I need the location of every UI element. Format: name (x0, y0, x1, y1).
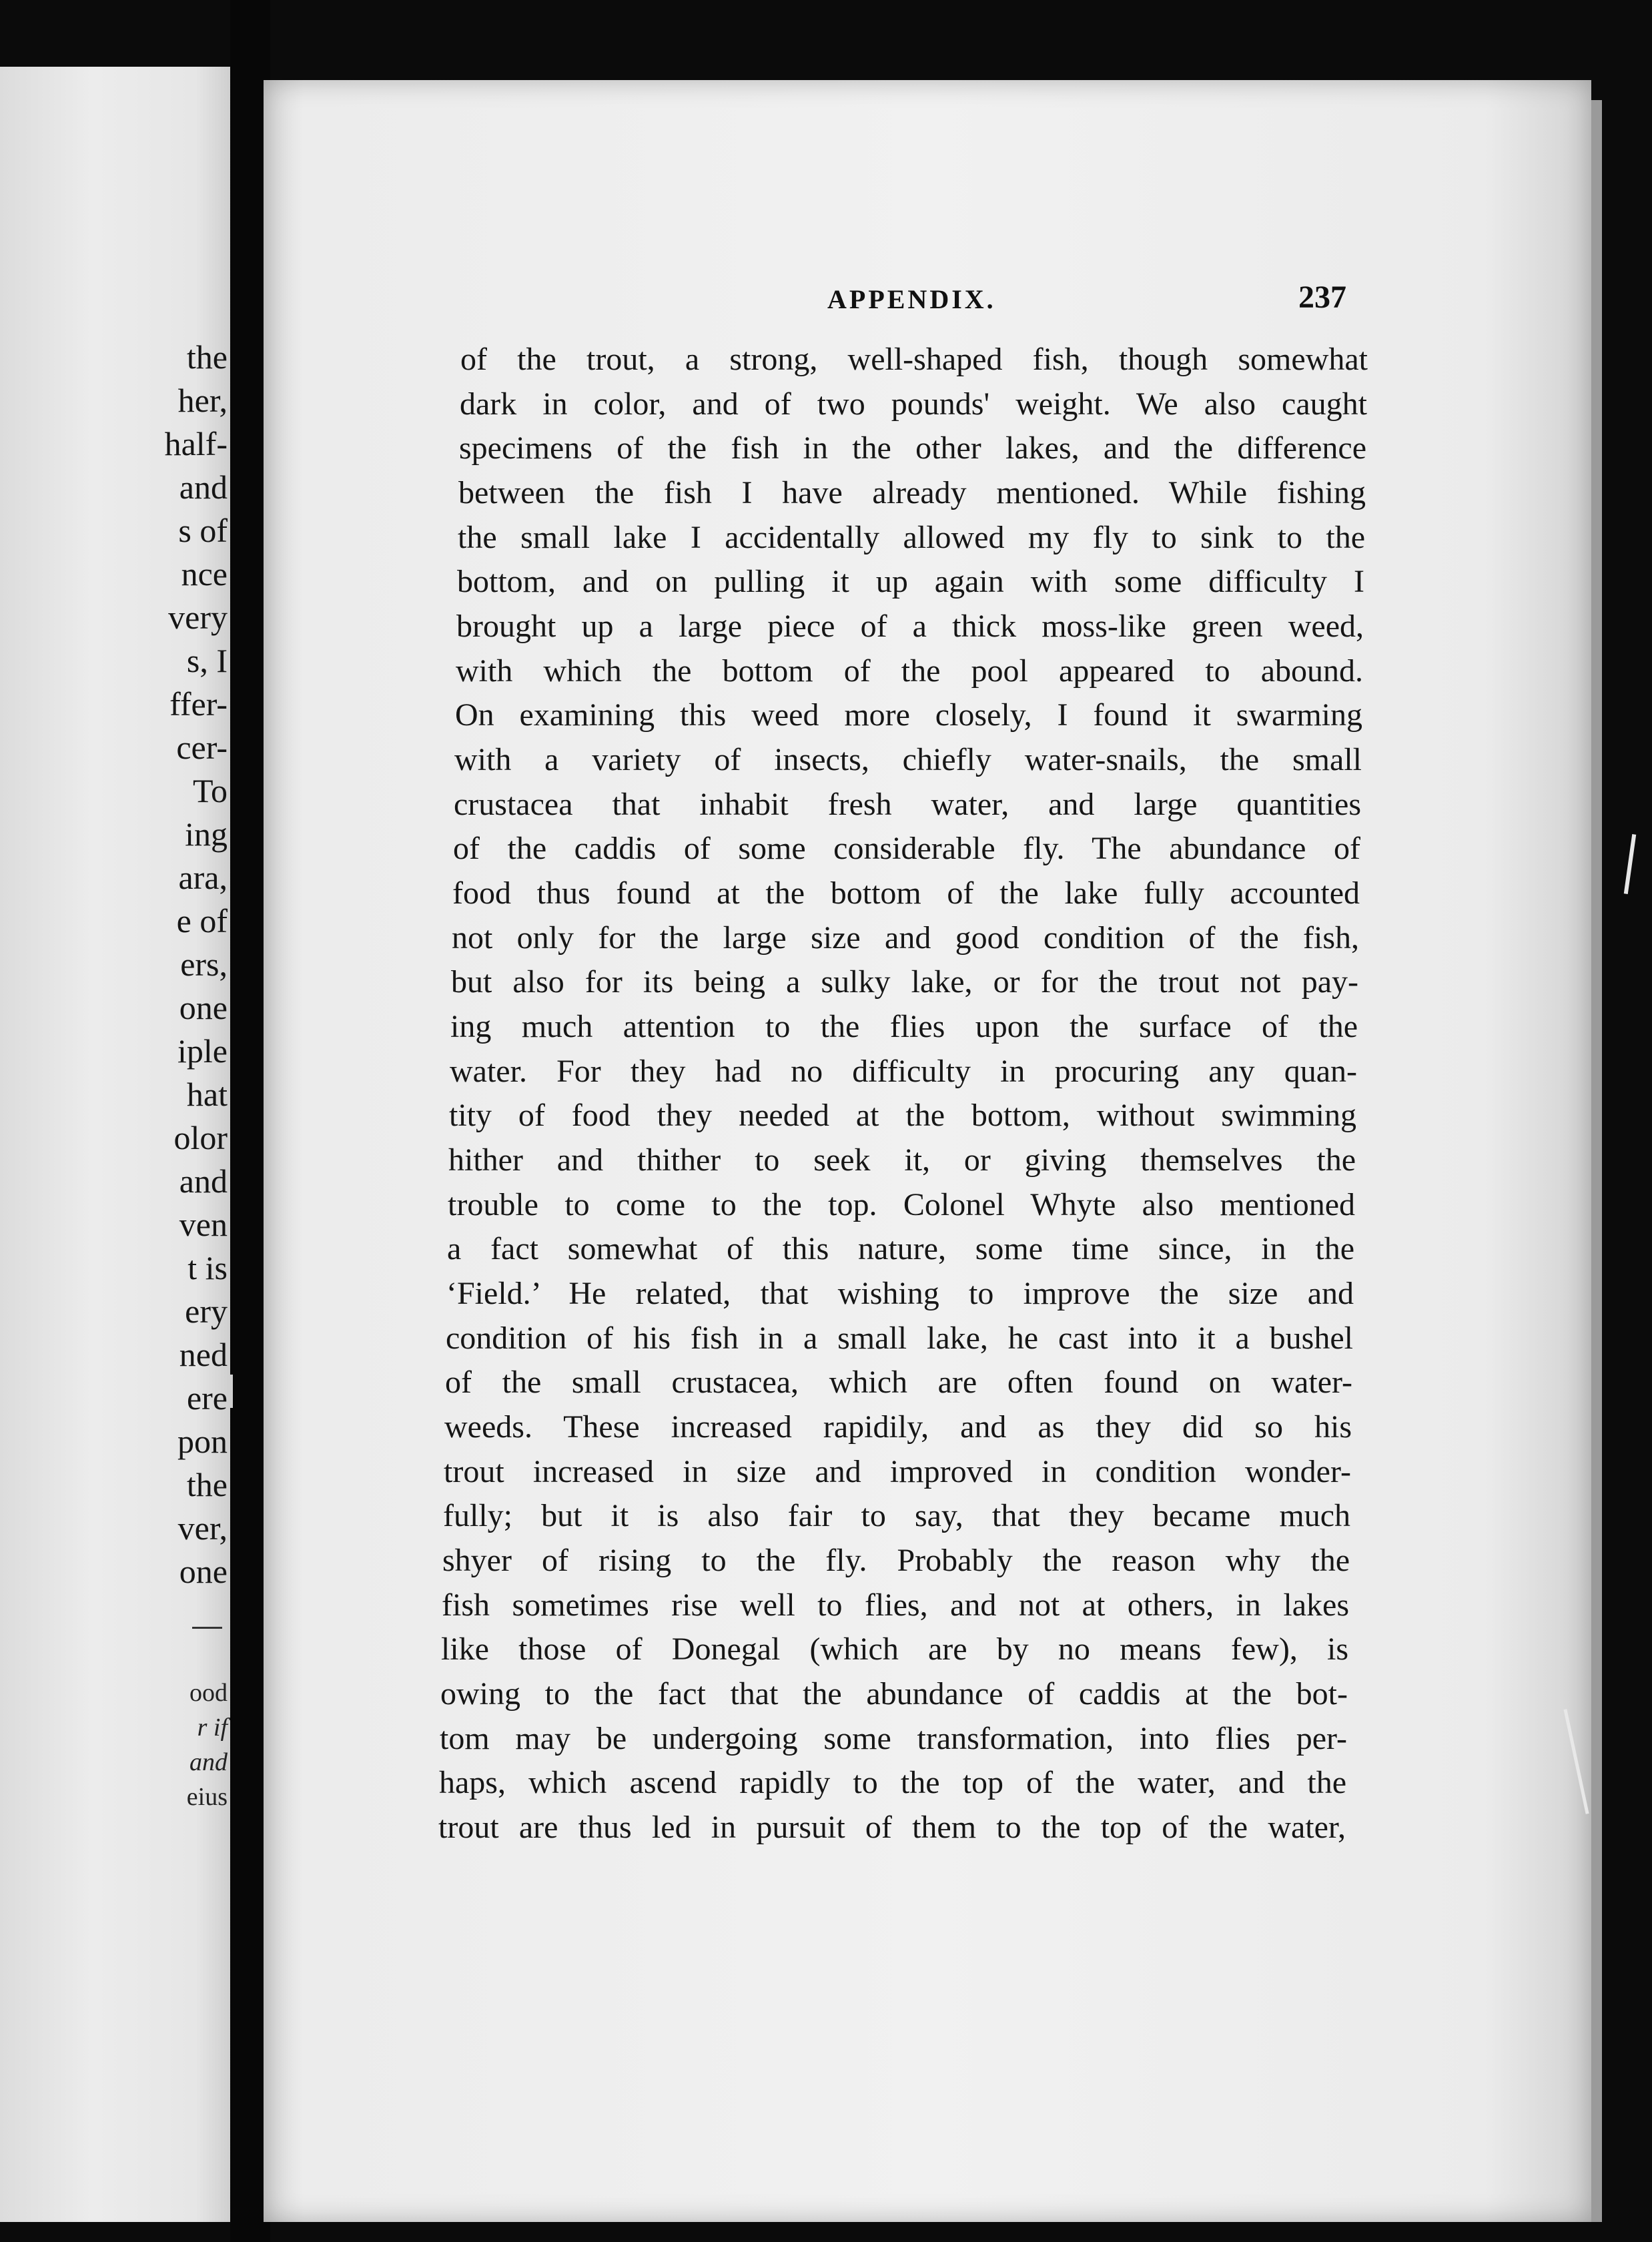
previous-page-line: s of (178, 512, 228, 549)
previous-page-line: her, (177, 382, 228, 419)
body-text-line: bottom, and on pulling it up again with some difficulty I (457, 564, 1364, 599)
body-text-line: On examining this weed more closely, I found it swarming (455, 697, 1362, 733)
footnote-rule (192, 1627, 222, 1629)
previous-page-line: ffer- (169, 685, 228, 723)
body-text-line: tom may be undergoing some transformation, into flies per- (440, 1721, 1347, 1756)
body-text-line: fish sometimes rise well to flies, and not at others, in lakes (442, 1587, 1349, 1623)
body-text-line: but also for its being a sulky lake, or for the trout not pay- (451, 964, 1358, 1000)
body-text-line: the small lake I accidentally allowed my fly to sink to the (458, 520, 1365, 555)
body-text-line: hither and thither to seek it, or giving themselves the (448, 1142, 1356, 1178)
body-text-line: fully; but it is also fair to say, that they became much (443, 1498, 1350, 1533)
body-text-line: water. For they had no difficulty in procuring any quan- (450, 1054, 1357, 1089)
previous-page-line: pon (177, 1423, 228, 1460)
body-text-line: ing much attention to the flies upon the surface of the (450, 1009, 1358, 1044)
body-text-line: tity of food they needed at the bottom, without swimming (449, 1098, 1356, 1133)
body-text-line: not only for the large size and good condition of the fish, (452, 920, 1359, 956)
previous-page-line: ery (185, 1292, 228, 1330)
running-head: APPENDIX. (827, 284, 996, 314)
body-text-line: weeds. These increased rapidily, and as they did so his (444, 1409, 1352, 1445)
body-text-line: a fact somewhat of this nature, some time since, in the (447, 1231, 1354, 1266)
previous-page-line: one (179, 989, 228, 1026)
body-text-line: crustacea that inhabit fresh water, and large quantities (454, 787, 1361, 822)
previous-page-line: the (186, 1466, 228, 1503)
previous-page-line: olor (173, 1119, 228, 1156)
previous-page-footnote-line: and (189, 1748, 228, 1776)
previous-page-line: ver, (177, 1509, 228, 1547)
scan-artifact (230, 1375, 233, 1408)
previous-page-line: ere (186, 1379, 228, 1417)
page-edge-shadow (1591, 100, 1602, 2222)
previous-page-footnote-line: r if (197, 1714, 228, 1742)
previous-page-line: t is (187, 1249, 228, 1286)
body-text-line: of the trout, a strong, well-shaped fish, though somewhat (460, 342, 1368, 377)
previous-page-line: and (179, 468, 228, 506)
previous-page-footnote-line: eius (186, 1783, 228, 1811)
body-text-line: condition of his fish in a small lake, he cast into it a bushel (446, 1321, 1353, 1356)
body-text-line: owing to the fact that the abundance of caddis at the bot- (440, 1676, 1348, 1712)
scan-artifact (1624, 834, 1636, 894)
previous-page-line: the (186, 338, 228, 376)
body-text-line: of the small crustacea, which are often found on water- (445, 1365, 1352, 1400)
previous-page-line: hat (186, 1076, 228, 1113)
previous-page-line: and (179, 1162, 228, 1200)
body-text-line: ‘Field.’ He related, that wishing to improve the size and (446, 1276, 1354, 1311)
previous-page-line: e of (176, 902, 228, 940)
previous-page-line: nce (181, 555, 228, 593)
body-text-line: shyer of rising to the fly. Probably the reason why the (442, 1543, 1350, 1578)
body-text-line: specimens of the fish in the other lakes, and the difference (459, 430, 1366, 466)
previous-page-line: cer- (176, 729, 228, 766)
body-text-line: with which the bottom of the pool appeared to abound. (456, 653, 1363, 689)
previous-page-line: s, I (186, 642, 228, 679)
body-text-line: like those of Donegal (which are by no means few), is (441, 1631, 1348, 1667)
previous-page-line: ven (179, 1206, 228, 1243)
previous-page-line: ers, (180, 946, 228, 983)
previous-page-footnote-line: ood (189, 1679, 228, 1707)
body-text-line: trout are thus led in pursuit of them to the top of the water, (438, 1810, 1346, 1845)
previous-page-line: half- (164, 425, 228, 462)
body-text-line: dark in color, and of two pounds' weight. We also caught (460, 386, 1367, 422)
previous-page-line: very (168, 599, 228, 636)
body-text-line: trout increased in size and improved in condition wonder- (444, 1454, 1351, 1489)
previous-page-line: ing (185, 815, 228, 853)
body-text-line: trouble to come to the top. Colonel Whyte also mentioned (448, 1187, 1355, 1222)
page-number: 237 (1298, 280, 1346, 315)
previous-page-line: iple (177, 1032, 228, 1070)
body-text-line: food thus found at the bottom of the lake fully accounted (452, 875, 1360, 911)
previous-page-fragment (0, 67, 230, 2222)
body-text-line: haps, which ascend rapidly to the top of the water, and the (439, 1765, 1346, 1800)
body-text-line: between the fish I have already mentioned. While fishing (458, 475, 1366, 510)
previous-page-line: ara, (178, 859, 228, 896)
body-text-line: brought up a large piece of a thick moss-like green weed, (456, 609, 1364, 644)
body-text-line: with a variety of insects, chiefly water-snails, the small (454, 742, 1362, 777)
previous-page-line: one (179, 1553, 228, 1590)
previous-page-line: ned (179, 1336, 228, 1373)
previous-page-line: To (192, 772, 228, 809)
body-text-line: of the caddis of some considerable fly. The abundance of (453, 831, 1360, 866)
